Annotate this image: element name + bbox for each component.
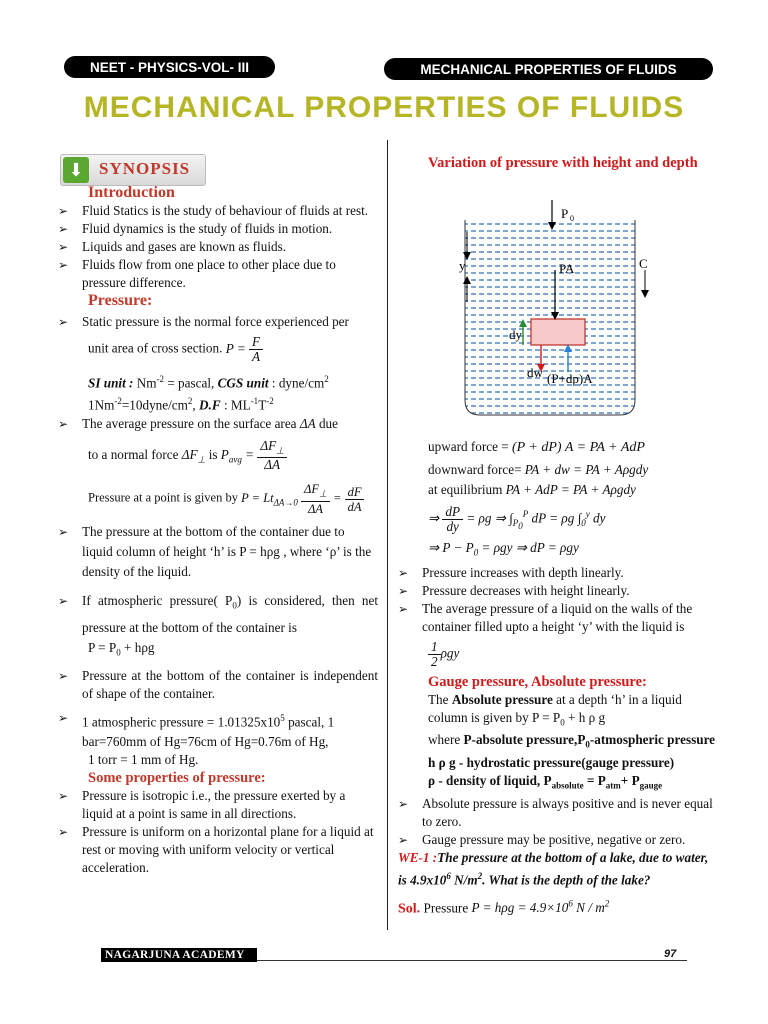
atm-text: If atmospheric pressure( P (82, 592, 233, 608)
si-unit-label: SI unit : (88, 375, 134, 391)
page-title: MECHANICAL PROPERTIES OF FLUIDS (83, 91, 685, 124)
avg-pressure-formula: to a normal force $\Delta F_\perp$ is $P_{avg}$ = $\frac{\Delta F_\perp}{\Delta A}$ (58, 439, 378, 473)
where-bold-2: -atmospheric pressure (589, 732, 716, 748)
cgs-unit-label: CGS unit (217, 375, 269, 391)
dy-label: dy (509, 327, 522, 342)
conversion-value-2: =10dyne/cm (121, 397, 188, 413)
downward-force-line: downward force= PA + dw = PA + Aρgdy (428, 462, 649, 477)
conversion-value: 1Nm (88, 397, 115, 413)
absolute-text-3: + h ρ g (564, 709, 606, 725)
list-item: ➢ The pressure at the bottom of the container due to liquid column of height ‘h’ is P = hρg , where ‘ρ’ is the density of the liquid. (58, 522, 378, 582)
pressure-definition-text: unit area of cross section. (88, 340, 223, 356)
worked-example-text: The pressure at the bottom of a lake, due to water, is 4.9x10 (398, 849, 709, 887)
pressure-heading: Pressure: (88, 292, 153, 309)
synopsis-badge (60, 154, 206, 186)
absolute-text-2: at a depth ‘h’ in a liquid column is given by P = P (428, 691, 682, 725)
list-item: ➢ The average pressure on the surface area ΔA due (58, 415, 378, 433)
list-item: ➢ Pressure is uniform on a horizontal plane for a liquid at rest or moving with uniform velocity or vertical acceleration. (58, 823, 378, 877)
density-text: ρ - density of liquid, P (428, 772, 552, 788)
upward-force-line: upward force = (P + dP) A = PA + AdP (428, 439, 645, 455)
list-item: ➢ Gauge pressure may be positive, negative or zero. (398, 831, 718, 849)
worked-example: WE-1 :The pressure at the bottom of a lake, due to water, is $4.9x10^6$ $N/m^2$. What is the depth of the lake? (398, 849, 709, 887)
list-item: ➢ Fluid Statics is the study of behaviour of fluids at rest. (58, 202, 378, 220)
equilibrium-label: at equilibrium (428, 482, 503, 497)
worked-example-text-2: N/m (450, 871, 478, 887)
density-line: ρ - density of liquid, $P_{absolute} = P_{atm}+ P_{gauge}$ (428, 772, 663, 791)
integral-formula: ⇒ $\frac{dP}{dy}$ = ρg ⇒ $\int_{P_0}^P$ dP = ρg $\int_0^y$ dy (428, 504, 606, 534)
svg-text:0: 0 (570, 214, 574, 223)
variation-heading: Variation of pressure with height and depth (428, 155, 698, 171)
list-item: ➢ Pressure at the bottom of the container is independent of shape of the container. (58, 667, 378, 703)
pdp-label: (P+dp)A (547, 371, 593, 386)
list-item: ➢ Pressure is isotropic i.e., the pressure exerted by a liquid at a point is same in all directions. (58, 787, 378, 823)
upward-force-label: upward force (428, 439, 498, 454)
page-number: 97 (664, 948, 677, 960)
fluid-container-diagram (455, 200, 648, 425)
list-item: ➢ Static pressure is the normal force experienced per (58, 313, 378, 331)
list-item: ➢ Fluids flow from one place to other place due to pressure difference. (58, 256, 378, 292)
pressure-diff-formula: ⇒ $P - P_0 = \rho gy$ ⇒ dP = ρgy (428, 539, 579, 558)
absolute-line: The Absolute pressure at a depth ‘h’ in a liquid column is given by $P = P_0 + h$ ρ g (428, 691, 682, 728)
atm-text-2: ) is considered, then net pressure at the bottom of the container is (82, 592, 378, 635)
c-label: C (639, 256, 648, 271)
avg-pressure-value: $\frac{1}{2}$ ρgy (398, 640, 718, 669)
pressure-formula: P = $\frac{F}{A}$ (226, 341, 263, 356)
p0-label: P (561, 206, 569, 221)
where-bold: P-absolute pressure,P (463, 732, 586, 748)
point-pressure-formula: Pressure at a point is given by $P = Lt_{\Delta A\to 0}$ $\frac{\Delta F_\perp}{\Delta A}$ = $\frac{dF}{dA}$ (58, 482, 378, 516)
point-pressure-text: Pressure at a point is given by (88, 491, 238, 506)
list-item: ➢ If atmospheric pressure( $P_0$) is considered, then net pressure at the bottom of the container is (58, 590, 378, 639)
solution-label: Sol. (398, 901, 421, 917)
cgs-unit-value: : dyne/cm (268, 375, 325, 391)
list-item: ➢ Absolute pressure is always positive and is never equal to zero. (398, 795, 718, 831)
where-text: where (428, 732, 464, 748)
dimension-label: D.F (199, 397, 221, 413)
list-item: ➢ The average pressure of a liquid on the walls of the container filled upto a height ‘y’ with the liquid is (398, 600, 718, 636)
solution-line: Sol. Pressure $P = h\rho g = 4.9\times 10^6$ N / $m^2$ (398, 898, 610, 917)
column-divider (387, 140, 388, 930)
pressure-definition (58, 335, 378, 364)
pa-label: PA (559, 261, 575, 276)
avg-pressure-text: The average pressure on the surface area (82, 415, 297, 431)
avg-pressure-text-2: due (318, 415, 338, 431)
worked-example-text-3: . What is the depth of the lake? (482, 871, 651, 887)
properties-heading: Some properties of pressure: (88, 769, 266, 786)
avg-pressure-text-3: to a normal force (88, 446, 179, 462)
list-item: ➢ Pressure increases with depth linearly. (398, 564, 718, 582)
net-pressure-text: P = P (88, 639, 117, 655)
density-text-3: + P (620, 772, 640, 788)
density-text-2: = P (583, 772, 606, 788)
footer-rule (257, 960, 687, 961)
si-unit-line: SI unit : $Nm^{-2}$ = pascal, CGS unit : dyne/$cm^2$ (88, 374, 329, 391)
synopsis-label: SYNOPSIS (99, 159, 191, 178)
dw-label: dw (527, 365, 543, 380)
left-column (58, 184, 378, 877)
si-unit-value: Nm (133, 375, 157, 391)
net-pressure-formula: $P = P_0 + h\rho g$ (88, 639, 155, 658)
equilibrium-line: at equilibrium PA + AdP = PA + Aρgdy (428, 482, 636, 497)
conversion-line: $1Nm^{-2}=10dyne/cm^2$, D.F : $ML^{-1}T^{-2}$ (88, 396, 274, 413)
solution-text: Pressure (423, 900, 469, 916)
absolute-text: The (428, 691, 452, 707)
atm-conv-text-2: pascal, 1 bar=760mm of Hg=76cm of Hg=0.76m of Hg, (82, 714, 335, 749)
right-column-lower (398, 438, 718, 918)
intro-heading: Introduction (88, 184, 175, 201)
list-item: ➢ Fluid dynamics is the study of fluids in motion. (58, 220, 378, 238)
list-item: ➢ Liquids and gases are known as fluids. (58, 238, 378, 256)
worked-example-label: WE-1 : (398, 849, 438, 865)
gauge-heading: Gauge pressure, Absolute pressure: (428, 673, 647, 690)
list-item: ➢ Pressure decreases with height linearly. (398, 582, 718, 600)
absolute-bold: Absolute pressure (451, 691, 553, 707)
y-label: y (459, 258, 466, 273)
right-column (398, 154, 718, 172)
avg-pressure-text-4: is (208, 446, 218, 462)
torr-line: 1 torr = 1 mm of Hg. (88, 751, 199, 767)
list-item: ➢ 1 atmospheric pressure = $1.01325x10^5$ pascal, 1 bar=760mm of Hg=76cm of Hg=0.76m of Hg, (58, 709, 378, 750)
dimension-value: : ML (220, 397, 251, 413)
net-pressure-text-2: + hρg (120, 639, 155, 655)
atm-conv-text: 1 atmospheric pressure = 1.01325x10 (82, 714, 281, 730)
hydrostatic-line: h ρ g - hydrostatic pressure(gauge pressure) (428, 754, 675, 770)
academy-label: NAGARJUNA ACADEMY (101, 948, 257, 962)
downward-force-label: downward force (428, 462, 515, 477)
si-unit-tail: = pascal, (164, 375, 218, 391)
book-volume-pill: NEET - PHYSICS-VOL- III (64, 56, 275, 78)
where-line: where P-absolute $pressure,P_0$-atmospheric pressure (428, 732, 716, 750)
chapter-pill: MECHANICAL PROPERTIES OF FLUIDS (384, 58, 713, 80)
download-arrow-icon: ⬇ (63, 157, 89, 183)
